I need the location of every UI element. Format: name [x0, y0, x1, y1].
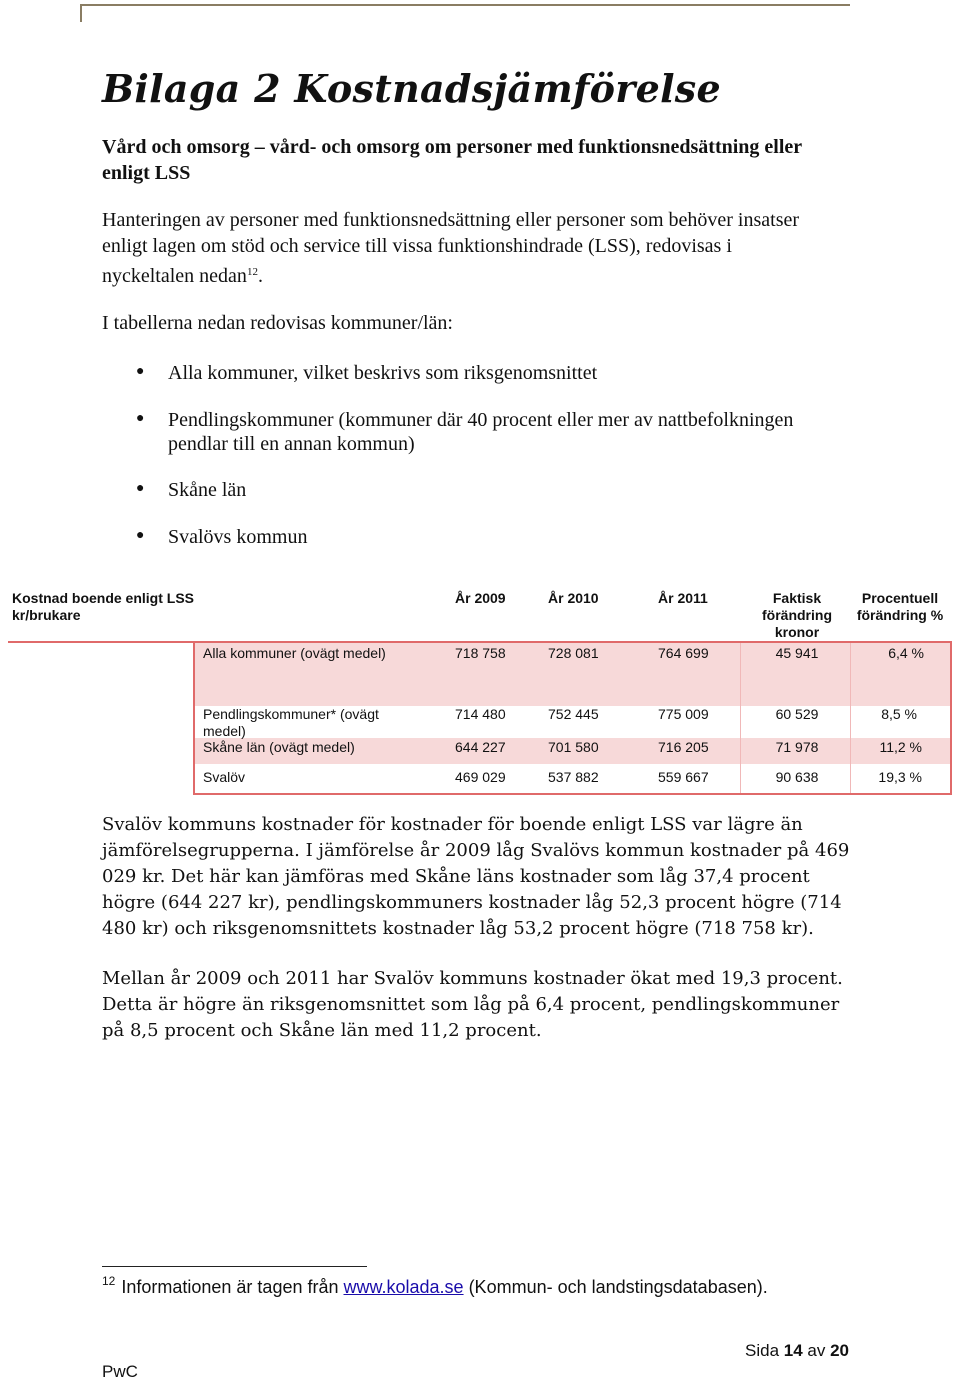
column-header: Faktisk förändring kronor — [762, 590, 832, 640]
table-cell: 559 667 — [658, 769, 709, 785]
table-cell: 6,4 % — [888, 645, 924, 661]
bullet-icon: ● — [136, 364, 145, 379]
table-cell: 718 758 — [455, 645, 506, 661]
footnote-number: 12 — [102, 1274, 116, 1288]
footnote-ref: 12 — [246, 266, 258, 278]
top-rule — [80, 4, 850, 6]
row-label: Alla kommuner (ovägt medel) — [203, 645, 386, 661]
table-cell: 775 009 — [658, 706, 709, 722]
column-header: Procentuell förändring % — [856, 590, 944, 623]
list-item: Pendlingskommuner (kommuner där 40 procent eller mer av nattbefolkningen pendlar till en annan kommun) — [168, 409, 794, 455]
bullet-icon: ● — [136, 528, 145, 543]
table-cell: 60 529 — [775, 706, 819, 722]
top-corner-rule — [80, 4, 82, 22]
table-cell: 701 580 — [548, 739, 599, 755]
intro-text: Hanteringen av personer med funktionsnedsättning eller personer som behöver insatser enligt lagen om stöd och service till vissa funktionshindrade (LSS), redovisas i nyckeltalen nedan — [102, 209, 800, 287]
table-cell: 537 882 — [548, 769, 599, 785]
list-item: Alla kommuner, vilket beskrivs som riksgenomsnittet — [168, 362, 598, 384]
table-cell: 19,3 % — [878, 769, 922, 785]
page-mid: av — [802, 1341, 831, 1360]
page-number — [745, 1341, 849, 1361]
table-cell: 644 227 — [455, 739, 506, 755]
bullet-icon: ● — [136, 481, 145, 496]
row-label: Skåne län (ovägt medel) — [203, 739, 355, 755]
bullet-icon: ● — [136, 411, 145, 426]
table-cell: 8,5 % — [881, 706, 917, 722]
table-cell: 90 638 — [775, 769, 819, 785]
column-header: År 2009 — [455, 590, 506, 606]
section-subtitle: Vård och omsorg – vård- och omsorg om personer med funktionsnedsättning eller enligt LSS — [102, 136, 802, 184]
body-paragraph: Svalöv kommuns kostnader för kostnader för boende enligt LSS var lägre än jämförelsegrupperna. I jämförelse år 2009 låg Svalövs kommun kostnader på 469 029 kr. Det här kan jämföras med Skåne läns kostnader som låg 37,4 procent högre (644 227 kr), pendlingskommuners kostnader låg 52,3 procent högre (714 480 kr) och riksgenomsnittets kostnader låg 53,2 procent högre (718 758 kr). — [102, 814, 850, 939]
list-lead: I tabellerna nedan redovisas kommuner/län: — [102, 312, 453, 334]
column-header: År 2011 — [658, 590, 708, 606]
table-title: Kostnad boende enligt LSS kr/brukare — [12, 590, 195, 623]
footnote-rule — [102, 1266, 367, 1267]
table-cell: 764 699 — [658, 645, 709, 661]
table-cell: 752 445 — [548, 706, 599, 722]
list-item: Svalövs kommun — [168, 526, 308, 548]
table-cell: 71 978 — [775, 739, 819, 755]
intro-paragraph — [102, 207, 822, 289]
kolada-link[interactable]: www.kolada.se — [343, 1277, 464, 1297]
brand-name: PwC — [102, 1362, 138, 1381]
footnote-text: Informationen är tagen från — [121, 1277, 344, 1297]
list-item: Skåne län — [168, 479, 247, 501]
table-cell: 716 205 — [658, 739, 709, 755]
intro-end: . — [257, 265, 263, 287]
footnote-text-end: (Kommun- och landstingsdatabasen). — [463, 1277, 768, 1297]
table-cell: 469 029 — [455, 769, 506, 785]
row-label: Svalöv — [203, 769, 246, 785]
table-cell: 11,2 % — [879, 739, 922, 755]
page-prefix: Sida — [745, 1341, 784, 1360]
column-header: År 2010 — [548, 590, 599, 606]
row-label: Pendlingskommuner* (ovägt medel) — [203, 706, 379, 739]
table-cell: 45 941 — [775, 645, 819, 661]
body-paragraph: Mellan år 2009 och 2011 har Svalöv kommuns kostnader ökat med 19,3 procent. Detta är högre än riksgenomsnittet som låg på 6,4 procent, pendlingskommuner på 8,5 procent och Skåne län med 11,2 procent. — [102, 968, 843, 1041]
page-total: 20 — [830, 1341, 849, 1360]
footnote — [102, 1274, 768, 1298]
table-cell: 714 480 — [455, 706, 506, 722]
page-title: Bilaga 2 Kostnadsjämförelse — [102, 66, 721, 111]
page-current: 14 — [783, 1341, 803, 1360]
table-cell: 728 081 — [548, 645, 599, 661]
